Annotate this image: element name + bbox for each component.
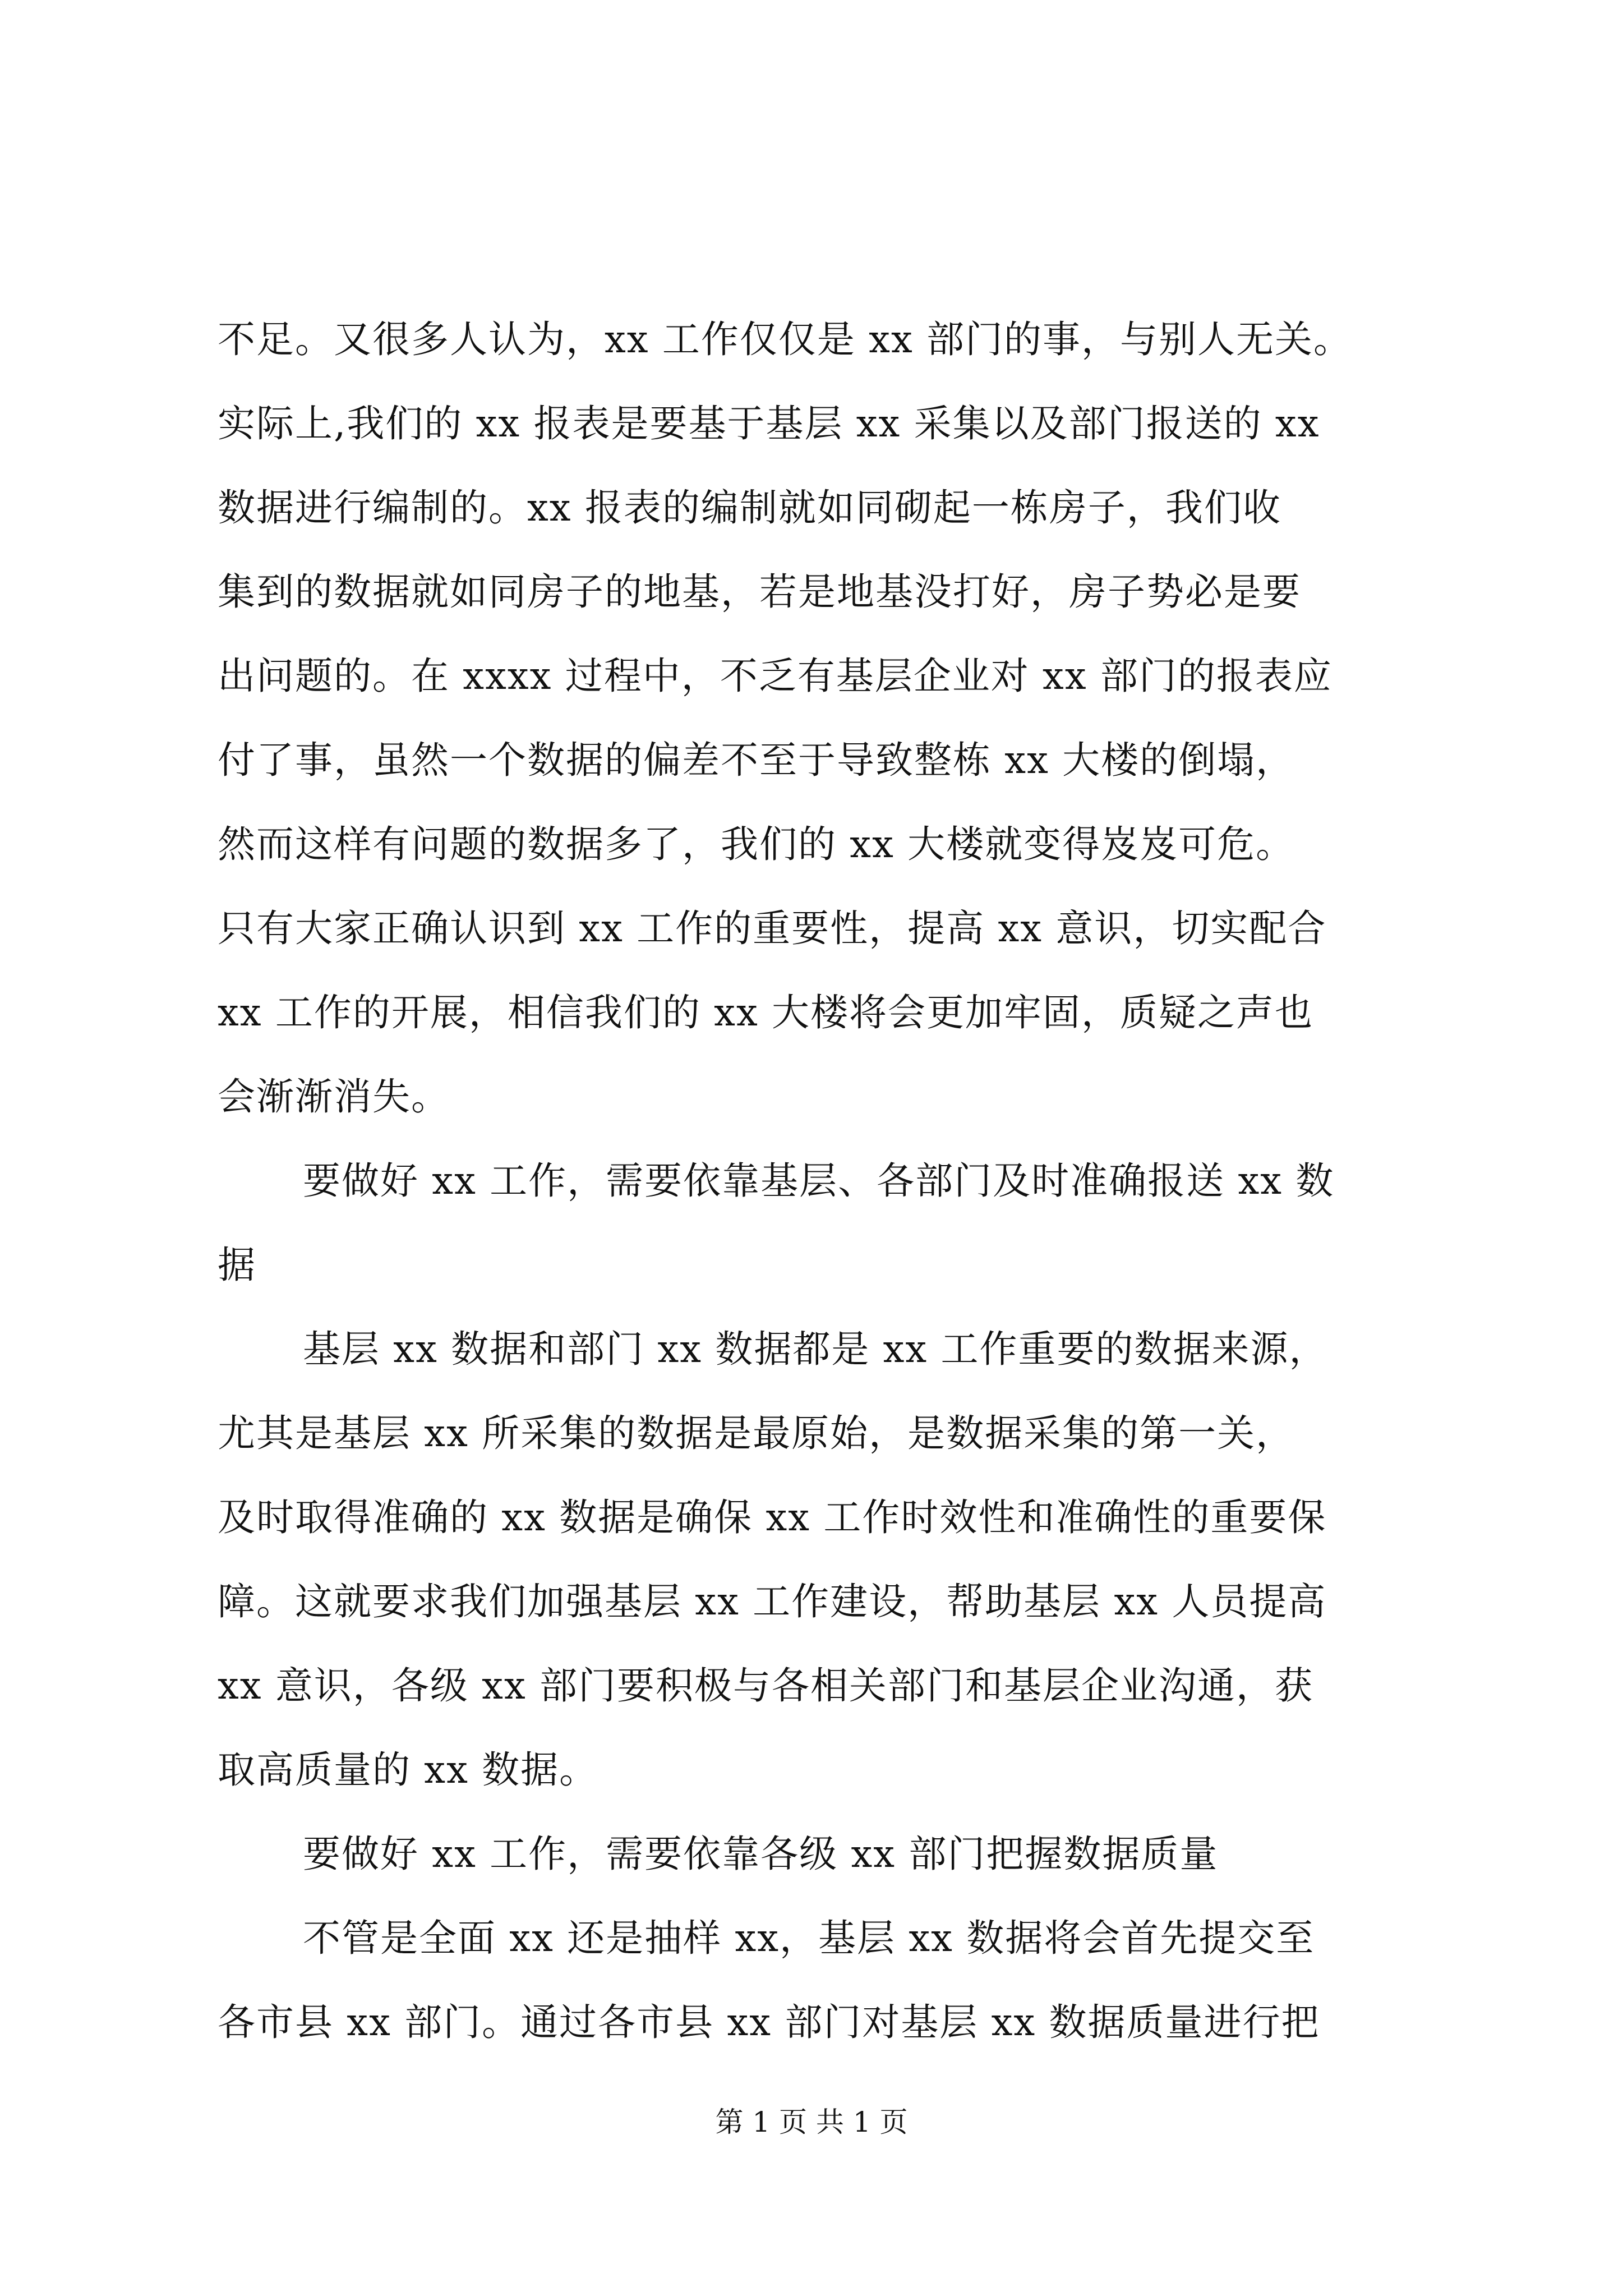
text-line: xx 意识，各级 xx 部门要积极与各相关部门和基层企业沟通，获 (218, 1664, 1314, 1708)
text-line: 及时取得准确的 xx 数据是确保 xx 工作时效性和准确性的重要保 (218, 1496, 1327, 1539)
text-line: 然而这样有问题的数据多了，我们的 xx 大楼就变得岌岌可危。 (218, 822, 1295, 866)
text-line: 不足。又很多人认为，xx 工作仅仅是 xx 部门的事，与别人无关。 (218, 318, 1353, 361)
text-line: 数据进行编制的。xx 报表的编制就如同砌起一栋房子，我们收 (218, 486, 1281, 530)
text-line: 付了事，虽然一个数据的偏差不至于导致整栋 xx 大楼的倒塌， (218, 738, 1295, 782)
text-line: xx 工作的开展，相信我们的 xx 大楼将会更加牢固，质疑之声也 (218, 991, 1314, 1034)
text-line: 出问题的。在 xxxx 过程中，不乏有基层企业对 xx 部门的报表应 (218, 654, 1332, 698)
text-line: 只有大家正确认识到 xx 工作的重要性，提高 xx 意识，切实配合 (218, 907, 1327, 950)
page-number-footer: 第 1 页 共 1 页 (715, 2106, 908, 2138)
document-body (218, 297, 1423, 2064)
text-line: 各市县 xx 部门。通过各市县 xx 部门对基层 xx 数据质量进行把 (218, 2000, 1320, 2044)
section-heading-line: 据 (218, 1243, 256, 1287)
text-line: 障。这就要求我们加强基层 xx 工作建设，帮助基层 xx 人员提高 (218, 1580, 1327, 1623)
text-line: 不管是全面 xx 还是抽样 xx，基层 xx 数据将会首先提交至 (303, 1916, 1315, 1960)
text-line: 会渐渐消失。 (218, 1075, 450, 1119)
text-line: 基层 xx 数据和部门 xx 数据都是 xx 工作重要的数据来源， (303, 1327, 1328, 1371)
section-heading-line: 要做好 xx 工作，需要依靠各级 xx 部门把握数据质量 (303, 1832, 1219, 1876)
text-line: 尤其是基层 xx 所采集的数据是最原始，是数据采集的第一关， (218, 1411, 1295, 1455)
section-heading-line: 要做好 xx 工作，需要依靠基层、各部门及时准确报送 xx 数 (303, 1159, 1335, 1203)
text-line: 取高质量的 xx 数据。 (218, 1748, 598, 1792)
text-line: 实际上,我们的 xx 报表是要基于基层 xx 采集以及部门报送的 xx (218, 402, 1320, 445)
text-line: 集到的数据就如同房子的地基，若是地基没打好，房子势必是要 (218, 570, 1301, 614)
